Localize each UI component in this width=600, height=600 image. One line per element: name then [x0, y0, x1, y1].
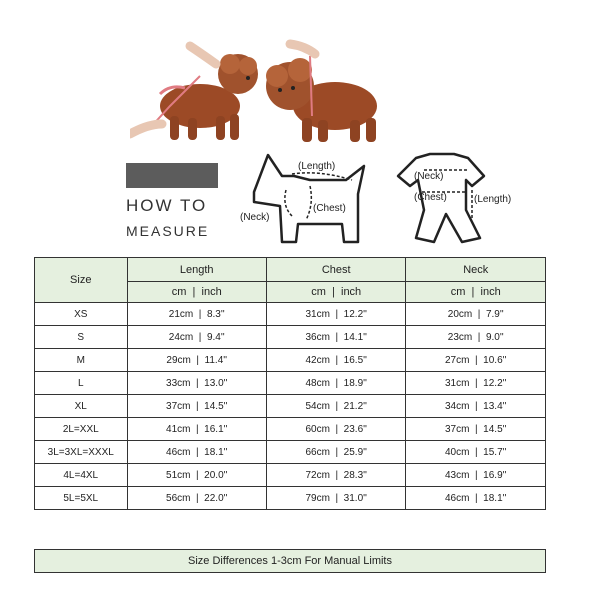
- size-cell: S: [35, 326, 128, 349]
- size-cell: 4L=4XL: [35, 464, 128, 487]
- garment-chest-label: (Chest): [414, 192, 447, 203]
- chest-unit-header: cm | inch: [266, 282, 405, 303]
- neck-unit-header: cm | inch: [406, 282, 546, 303]
- size-cell: 5L=5XL: [35, 487, 128, 510]
- neck-cell: 31cm | 12.2'': [406, 372, 546, 395]
- garment-neck-label: (Neck): [414, 171, 444, 182]
- chest-column-header: Chest: [266, 258, 405, 282]
- dark-label-bar: [126, 163, 218, 188]
- neck-cell: 46cm | 18.1'': [406, 487, 546, 510]
- table-row: [35, 418, 546, 441]
- garment-length-label: (Length): [474, 194, 512, 205]
- length-cell: 33cm | 13.0'': [127, 372, 266, 395]
- chest-cell: 31cm | 12.2'': [266, 303, 405, 326]
- table-row: [35, 372, 546, 395]
- table-row: [35, 326, 546, 349]
- dog-measuring-photo: [130, 36, 385, 146]
- length-cell: 37cm | 14.5'': [127, 395, 266, 418]
- size-column-header: Size: [35, 258, 128, 303]
- table-row: [35, 441, 546, 464]
- neck-cell: 20cm | 7.9'': [406, 303, 546, 326]
- length-cell: 46cm | 18.1'': [127, 441, 266, 464]
- neck-cell: 34cm | 13.4'': [406, 395, 546, 418]
- chest-cell: 36cm | 14.1'': [266, 326, 405, 349]
- table-row: [35, 303, 546, 326]
- chest-cell: 79cm | 31.0'': [266, 487, 405, 510]
- length-column-header: Length: [127, 258, 266, 282]
- neck-cell: 37cm | 14.5'': [406, 418, 546, 441]
- size-cell: M: [35, 349, 128, 372]
- table-row: [35, 395, 546, 418]
- length-cell: 21cm | 8.3'': [127, 303, 266, 326]
- size-cell: XL: [35, 395, 128, 418]
- length-cell: 29cm | 11.4'': [127, 349, 266, 372]
- size-cell: XS: [35, 303, 128, 326]
- neck-cell: 40cm | 15.7'': [406, 441, 546, 464]
- table-row: [35, 464, 546, 487]
- length-cell: 24cm | 9.4'': [127, 326, 266, 349]
- chest-cell: 60cm | 23.6'': [266, 418, 405, 441]
- neck-cell: 43cm | 16.9'': [406, 464, 546, 487]
- length-cell: 56cm | 22.0'': [127, 487, 266, 510]
- size-chart-table: [34, 257, 546, 510]
- right-dog: [266, 44, 377, 142]
- dog-length-label: (Length): [298, 161, 336, 172]
- table-row: [35, 487, 546, 510]
- dog-chest-label: (Chest): [313, 203, 346, 214]
- length-cell: 51cm | 20.0'': [127, 464, 266, 487]
- dog-neck-label: (Neck): [240, 212, 270, 223]
- chest-cell: 42cm | 16.5'': [266, 349, 405, 372]
- neck-cell: 27cm | 10.6'': [406, 349, 546, 372]
- chest-cell: 72cm | 28.3'': [266, 464, 405, 487]
- size-difference-text: Size Differences 1-3cm For Manual Limits: [188, 555, 392, 567]
- size-cell: L: [35, 372, 128, 395]
- chest-cell: 54cm | 21.2'': [266, 395, 405, 418]
- chest-cell: 66cm | 25.9'': [266, 441, 405, 464]
- measure-heading: MEASURE: [126, 223, 210, 239]
- how-to-heading: HOW TO: [126, 196, 208, 215]
- size-difference-note: [34, 549, 546, 573]
- size-cell: 2L=XXL: [35, 418, 128, 441]
- neck-cell: 23cm | 9.0'': [406, 326, 546, 349]
- neck-column-header: Neck: [406, 258, 546, 282]
- length-cell: 41cm | 16.1'': [127, 418, 266, 441]
- length-unit-header: cm | inch: [127, 282, 266, 303]
- left-dog: [130, 46, 258, 140]
- size-cell: 3L=3XL=XXXL: [35, 441, 128, 464]
- table-row: [35, 349, 546, 372]
- chest-cell: 48cm | 18.9'': [266, 372, 405, 395]
